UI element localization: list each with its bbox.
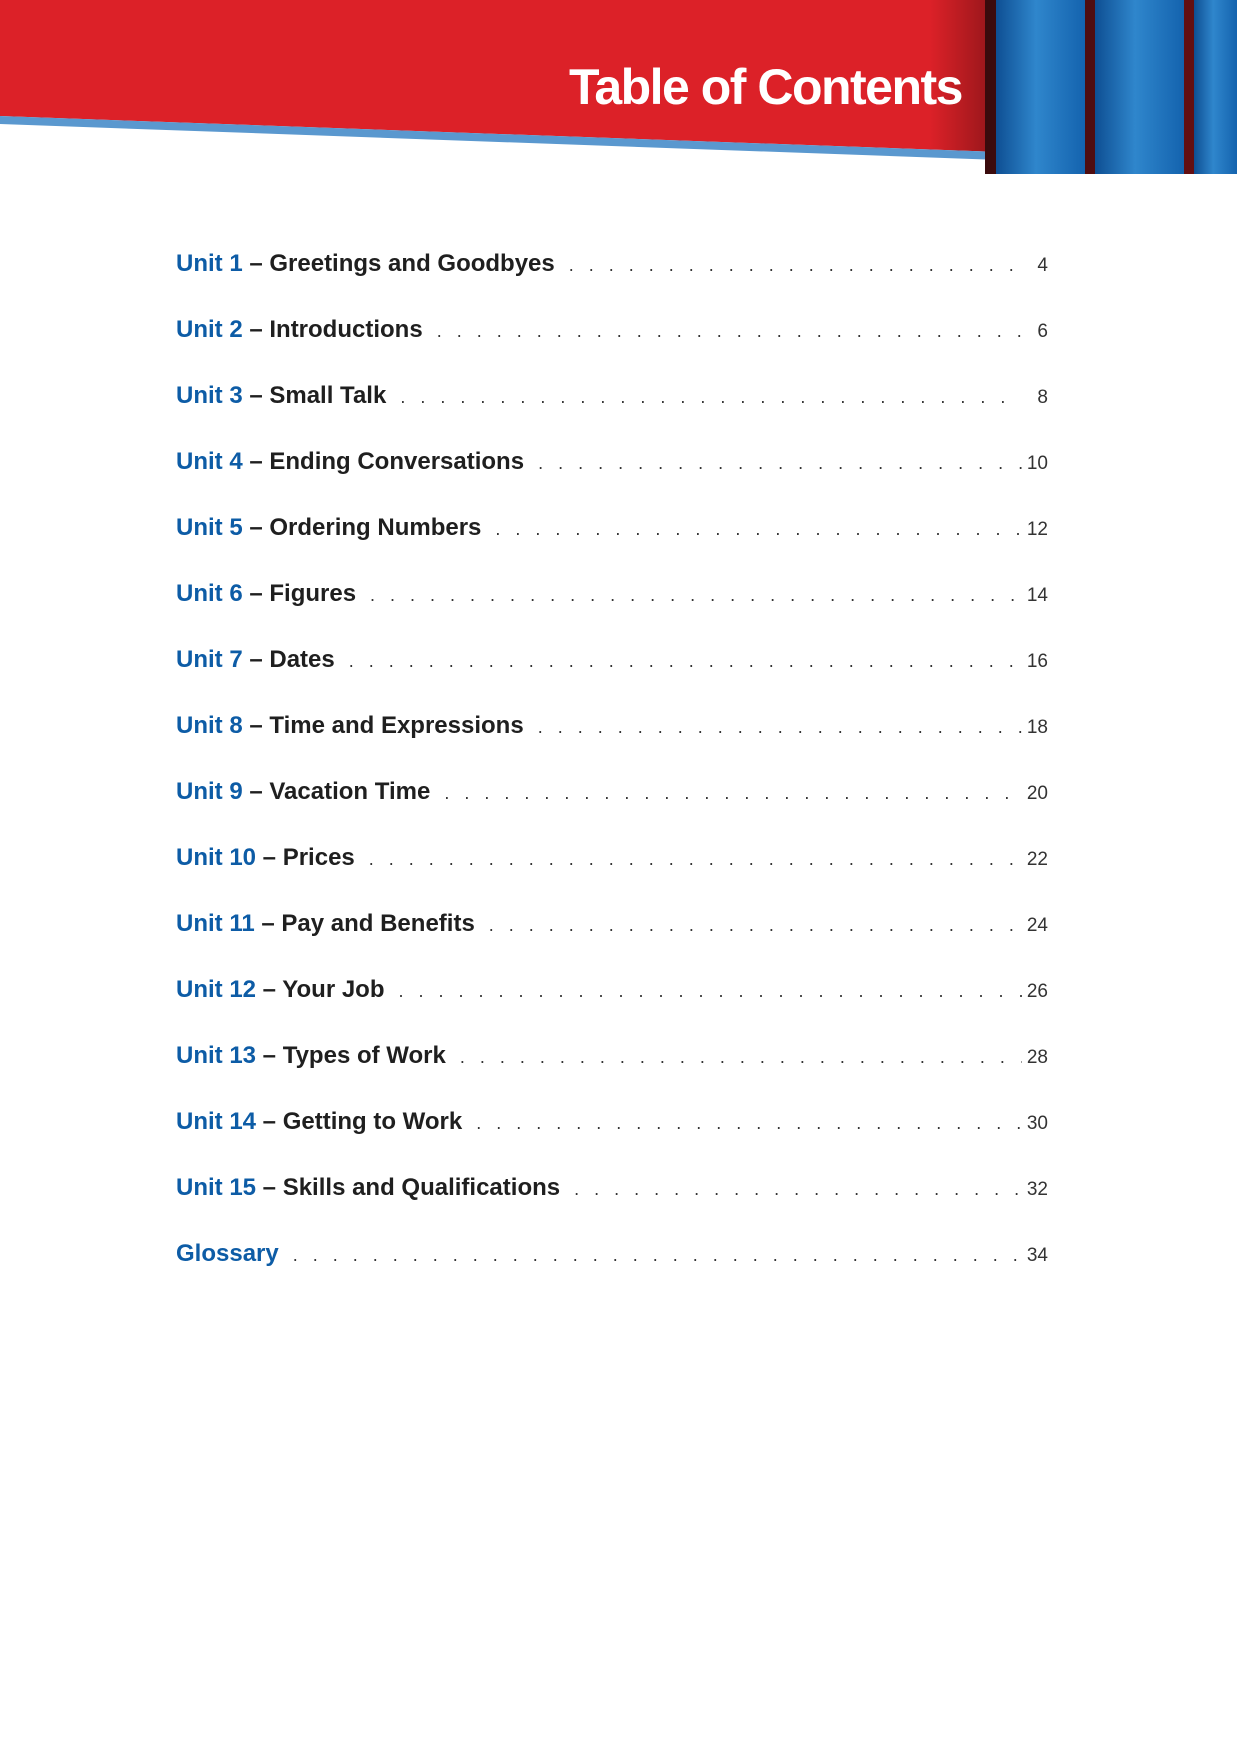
dot-leader: [437, 321, 1022, 342]
toc-entry-text: [176, 646, 349, 674]
toc-entry[interactable]: [176, 778, 1048, 844]
dot-leader: [369, 849, 1022, 870]
dot-leader: [574, 1179, 1022, 1200]
separator: –: [242, 646, 270, 673]
dot-leader: [569, 255, 1022, 276]
page-number: 26: [1026, 981, 1048, 1002]
unit-title: Ordering Numbers: [269, 514, 482, 541]
unit-label: Unit 12: [176, 976, 257, 1003]
separator: –: [256, 844, 283, 871]
banner-blue-column-2: [1095, 0, 1184, 174]
separator: –: [242, 580, 270, 607]
unit-title: Skills and Qualifications: [282, 1174, 561, 1201]
separator: –: [242, 778, 270, 805]
unit-label: Unit 15: [176, 1174, 257, 1201]
toc-entry-text: [176, 1042, 460, 1070]
unit-label: Unit 5: [176, 514, 243, 541]
toc-entry-text: [176, 448, 538, 476]
toc-entry-text: [176, 976, 399, 1004]
toc-entry[interactable]: [176, 514, 1048, 580]
banner-blue-column-3: [1194, 0, 1237, 174]
separator: –: [256, 976, 283, 1003]
unit-label: Unit 8: [176, 712, 243, 739]
unit-label: Unit 3: [176, 382, 243, 409]
toc-entry[interactable]: [176, 1174, 1048, 1240]
dot-leader: [538, 453, 1022, 474]
toc-entry-glossary[interactable]: [176, 1240, 1048, 1306]
unit-label: Unit 6: [176, 580, 243, 607]
toc-entry[interactable]: [176, 250, 1048, 316]
page-number: 6: [1037, 321, 1048, 342]
dot-leader: [538, 717, 1022, 738]
unit-label: Unit 9: [176, 778, 243, 805]
dot-leader: [400, 387, 1022, 408]
dot-leader: [349, 651, 1022, 672]
toc-entry-text: [176, 778, 444, 806]
page-number: 10: [1026, 453, 1048, 474]
unit-label: Unit 11: [176, 910, 255, 937]
page-number: 24: [1026, 915, 1048, 936]
toc-entry-text: [176, 1240, 293, 1268]
unit-title: Greetings and Goodbyes: [269, 250, 555, 277]
toc-entry[interactable]: [176, 580, 1048, 646]
separator: –: [242, 448, 270, 475]
unit-title: Time and Expressions: [269, 712, 524, 739]
toc-entry-text: [176, 1174, 574, 1202]
toc-entry-text: [176, 250, 569, 278]
toc-entry-text: [176, 1108, 476, 1136]
separator: –: [256, 1108, 283, 1135]
page-number: 14: [1026, 585, 1048, 606]
toc-entry-text: [176, 712, 538, 740]
separator: –: [242, 316, 270, 343]
toc-entry-text: [176, 910, 489, 938]
unit-label: Unit 1: [176, 250, 243, 277]
dot-leader: [495, 519, 1022, 540]
separator: –: [256, 1042, 283, 1069]
dot-leader: [476, 1113, 1022, 1134]
dot-leader: [444, 783, 1022, 804]
toc-entry[interactable]: [176, 712, 1048, 778]
unit-title: Types of Work: [282, 1042, 446, 1069]
toc-entry[interactable]: [176, 1108, 1048, 1174]
dot-leader: [293, 1245, 1022, 1266]
unit-title: Getting to Work: [282, 1108, 463, 1135]
page-number: 34: [1026, 1245, 1048, 1266]
glossary-label: Glossary: [176, 1240, 279, 1267]
toc-entry[interactable]: [176, 382, 1048, 448]
unit-label: Unit 2: [176, 316, 243, 343]
unit-label: Unit 7: [176, 646, 243, 673]
page-number: 16: [1026, 651, 1048, 672]
page-number: 32: [1026, 1179, 1048, 1200]
separator: –: [256, 1174, 283, 1201]
unit-title: Dates: [269, 646, 335, 673]
toc-entry[interactable]: [176, 1042, 1048, 1108]
unit-title: Ending Conversations: [269, 448, 525, 475]
unit-title: Pay and Benefits: [281, 910, 475, 937]
toc-entry[interactable]: [176, 910, 1048, 976]
separator: –: [242, 514, 270, 541]
unit-title: Small Talk: [269, 382, 387, 409]
page-number: 30: [1026, 1113, 1048, 1134]
unit-title: Prices: [282, 844, 355, 871]
separator: –: [242, 250, 270, 277]
toc-entry[interactable]: [176, 448, 1048, 514]
toc-entry-text: [176, 382, 400, 410]
banner-blue-column-1: [996, 0, 1085, 174]
toc-entry-text: [176, 580, 370, 608]
unit-label: Unit 4: [176, 448, 243, 475]
separator: –: [242, 382, 270, 409]
dot-leader: [460, 1047, 1022, 1068]
toc-entry-text: [176, 316, 437, 344]
toc-entry-text: [176, 514, 495, 542]
page-number: 18: [1026, 717, 1048, 738]
dot-leader: [370, 585, 1022, 606]
unit-label: Unit 13: [176, 1042, 257, 1069]
page-number: 12: [1026, 519, 1048, 540]
toc-entry-text: [176, 844, 369, 872]
unit-label: Unit 10: [176, 844, 257, 871]
page-number: 4: [1037, 255, 1048, 276]
page-number: 20: [1026, 783, 1048, 804]
dot-leader: [489, 915, 1022, 936]
toc-entry[interactable]: [176, 976, 1048, 1042]
dot-leader: [399, 981, 1023, 1002]
page-number: 8: [1037, 387, 1048, 408]
toc-entry[interactable]: [176, 844, 1048, 910]
page-number: 22: [1026, 849, 1048, 870]
page-number: 28: [1026, 1047, 1048, 1068]
separator: –: [242, 712, 270, 739]
unit-title: Your Job: [282, 976, 385, 1003]
page-title: Table of Contents: [568, 59, 962, 115]
unit-title: Figures: [269, 580, 357, 607]
unit-title: Introductions: [269, 316, 423, 343]
toc-entry[interactable]: [176, 646, 1048, 712]
unit-label: Unit 14: [176, 1108, 257, 1135]
toc-list: [176, 250, 1048, 1306]
toc-entry[interactable]: [176, 316, 1048, 382]
unit-title: Vacation Time: [269, 778, 431, 805]
separator: –: [254, 910, 282, 937]
